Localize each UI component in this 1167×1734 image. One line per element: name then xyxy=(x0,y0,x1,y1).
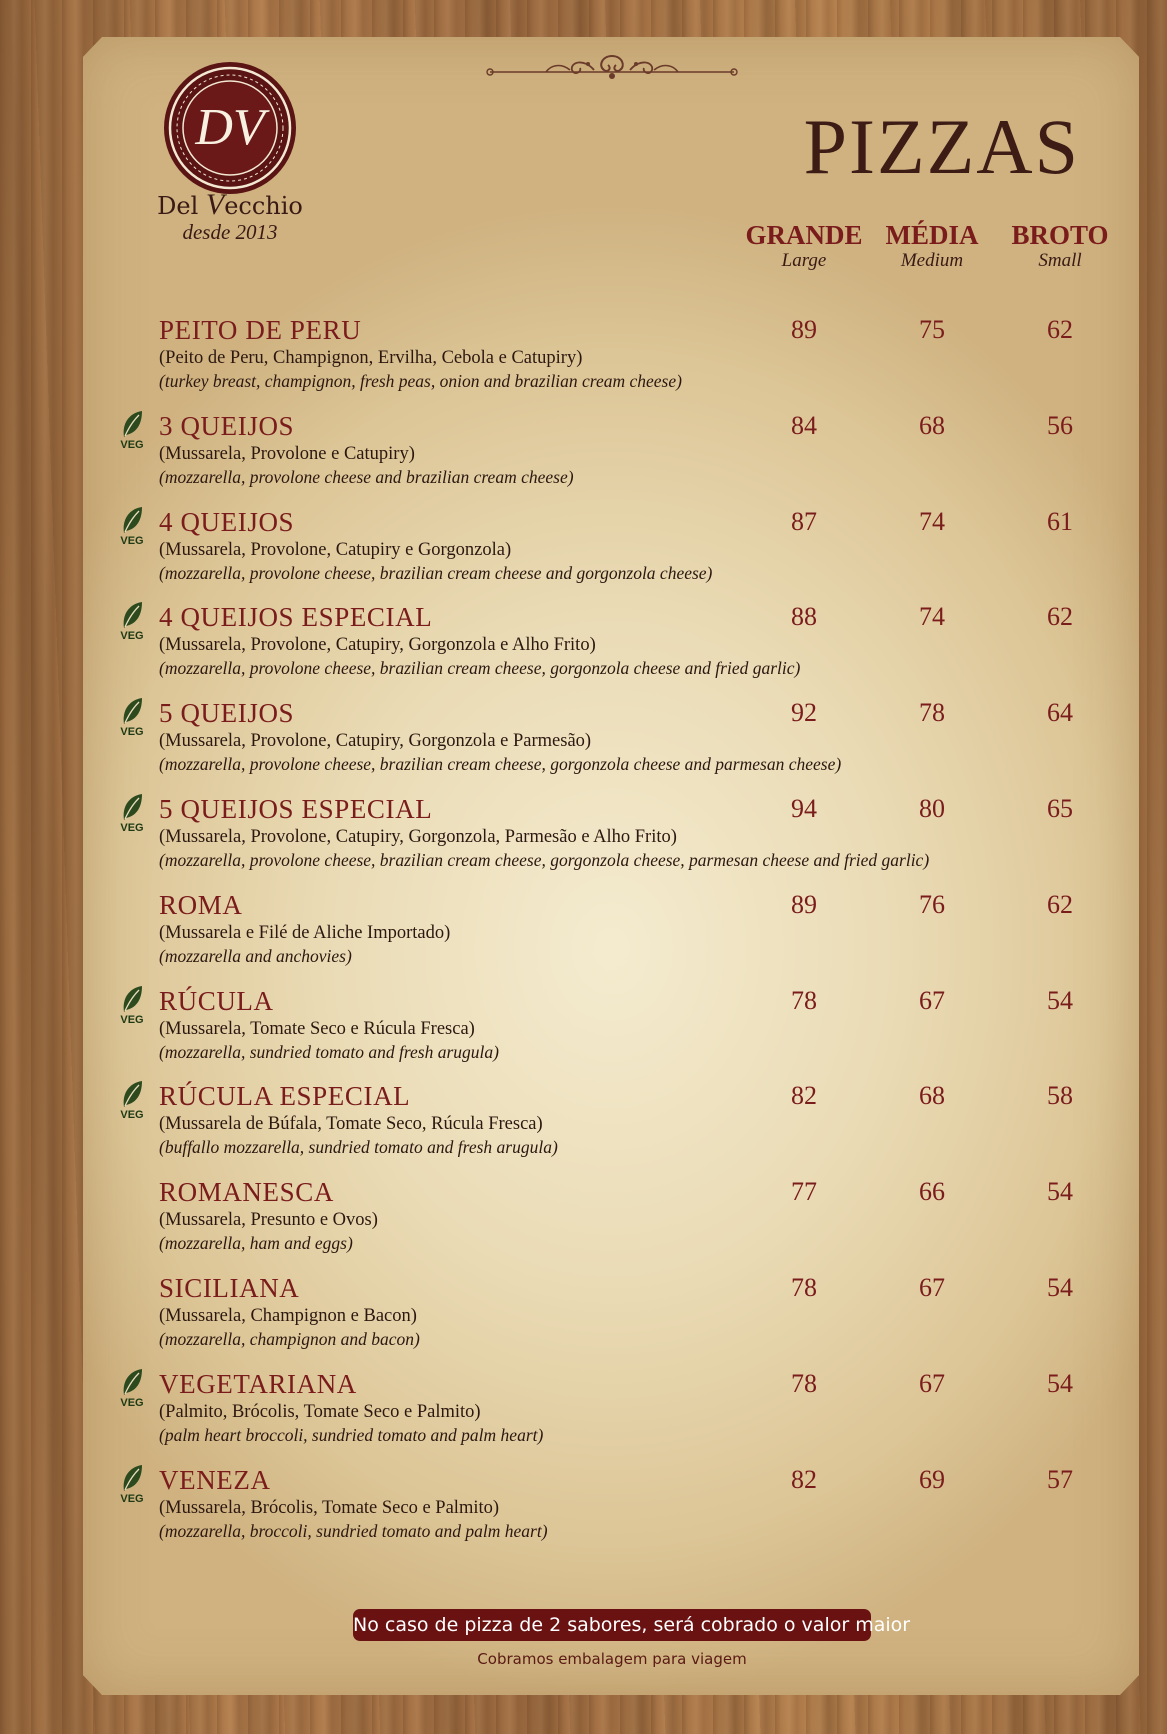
menu-item xyxy=(0,1371,1167,1461)
item-description: (Mussarela, Presunto e Ovos) xyxy=(159,1210,378,1230)
item-name: 3 QUEIJOS xyxy=(159,411,295,441)
veg-badge xyxy=(116,984,148,1030)
menu-item xyxy=(0,1275,1167,1365)
item-description-english: (buffallo mozzarella, sundried tomato and fresh arugula) xyxy=(159,1137,558,1157)
veg-label: VEG xyxy=(120,535,144,547)
item-description: (Mussarela de Búfala, Tomate Seco, Rúcula Fresca) xyxy=(159,1114,543,1134)
item-name: 5 QUEIJOS xyxy=(159,698,295,728)
item-description-english: (mozzarella, provolone cheese, brazilian cream cheese, gorgonzola cheese and parmesan cheese) xyxy=(159,754,842,774)
page-title: PIZZAS xyxy=(803,103,1080,190)
menu-item xyxy=(0,1179,1167,1269)
veg-badge xyxy=(116,1079,148,1125)
column-sublabel: Small xyxy=(1038,250,1082,271)
item-description-english: (palm heart broccoli, sundried tomato and palm heart) xyxy=(159,1425,544,1445)
veg-badge xyxy=(116,409,148,455)
leaf-icon xyxy=(120,1079,144,1109)
price-small: 58 xyxy=(1047,1081,1073,1110)
notice-banner: No caso de pizza de 2 sabores, será cobrado o valor maior xyxy=(353,1609,871,1641)
menu-item xyxy=(0,700,1167,790)
price-medium: 69 xyxy=(919,1465,945,1494)
menu-item xyxy=(0,413,1167,503)
leaf-icon xyxy=(120,1463,144,1493)
menu-item xyxy=(0,604,1167,694)
item-description-english: (turkey breast, champignon, fresh peas, onion and brazilian cream cheese) xyxy=(159,371,682,391)
brand-name xyxy=(140,190,320,220)
price-medium: 80 xyxy=(919,794,945,823)
leaf-icon xyxy=(120,792,144,822)
price-small: 54 xyxy=(1047,1369,1073,1398)
veg-badge xyxy=(116,600,148,646)
item-description: (Mussarela, Champignon e Bacon) xyxy=(159,1306,417,1326)
item-description: (Mussarela, Provolone, Catupiry, Gorgonzola e Parmesão) xyxy=(159,731,592,751)
price-large: 82 xyxy=(791,1081,817,1110)
menu-item xyxy=(0,892,1167,982)
item-description: (Mussarela, Provolone, Catupiry, Gorgonzola, Parmesão e Alho Frito) xyxy=(159,827,677,847)
item-description: (Peito de Peru, Champignon, Ervilha, Cebola e Catupiry) xyxy=(159,348,583,368)
price-large: 82 xyxy=(791,1465,817,1494)
price-small: 64 xyxy=(1047,698,1073,727)
price-small: 61 xyxy=(1047,507,1073,536)
column-sublabel: Medium xyxy=(900,250,964,271)
item-description-english: (mozzarella, champignon and bacon) xyxy=(159,1329,420,1349)
price-large: 89 xyxy=(791,315,817,344)
column-label: BROTO xyxy=(1011,220,1109,250)
price-medium: 66 xyxy=(919,1177,945,1206)
price-large: 84 xyxy=(791,411,817,440)
leaf-icon xyxy=(120,505,144,535)
item-description-english: (mozzarella, provolone cheese, brazilian cream cheese and gorgonzola cheese) xyxy=(159,563,713,583)
menu-item xyxy=(0,317,1167,407)
price-medium: 76 xyxy=(919,890,945,919)
veg-label: VEG xyxy=(120,1493,144,1505)
footnote: Cobramos embalagem para viagem xyxy=(477,1650,747,1668)
veg-label: VEG xyxy=(120,439,144,451)
column-label: MÉDIA xyxy=(885,220,979,250)
item-name: VENEZA xyxy=(159,1465,271,1495)
price-large: 78 xyxy=(791,986,817,1015)
price-large: 92 xyxy=(791,698,817,727)
veg-badge xyxy=(116,696,148,742)
veg-badge xyxy=(116,505,148,551)
price-large: 78 xyxy=(791,1369,817,1398)
price-medium: 75 xyxy=(919,315,945,344)
brand-name-rest: ecchio xyxy=(224,192,303,220)
item-name: ROMA xyxy=(159,890,243,920)
logo-monogram: DV xyxy=(195,99,265,156)
veg-badge xyxy=(116,792,148,838)
leaf-icon xyxy=(120,600,144,630)
brand-name-cursive: V xyxy=(205,188,225,221)
price-small: 54 xyxy=(1047,1273,1073,1302)
leaf-icon xyxy=(120,696,144,726)
item-description: (Palmito, Brócolis, Tomate Seco e Palmito) xyxy=(159,1402,481,1422)
item-description-english: (mozzarella and anchovies) xyxy=(159,946,352,966)
brand-name-prefix: Del xyxy=(157,192,206,220)
price-medium: 67 xyxy=(919,1273,945,1302)
menu-item xyxy=(0,1467,1167,1557)
price-medium: 67 xyxy=(919,1369,945,1398)
price-small: 54 xyxy=(1047,986,1073,1015)
price-large: 87 xyxy=(791,507,817,536)
veg-label: VEG xyxy=(120,1014,144,1026)
item-description-english: (mozzarella, sundried tomato and fresh arugula) xyxy=(159,1042,499,1062)
column-sublabel: Large xyxy=(781,250,827,271)
item-description: (Mussarela, Tomate Seco e Rúcula Fresca) xyxy=(159,1019,475,1039)
item-name: RÚCULA xyxy=(159,986,274,1016)
price-large: 78 xyxy=(791,1273,817,1302)
item-name: 5 QUEIJOS ESPECIAL xyxy=(159,794,433,824)
column-header-small xyxy=(980,222,1140,270)
item-description: (Mussarela e Filé de Aliche Importado) xyxy=(159,923,451,943)
price-large: 94 xyxy=(791,794,817,823)
menu-item xyxy=(0,1083,1167,1173)
veg-label: VEG xyxy=(120,726,144,738)
price-medium: 67 xyxy=(919,986,945,1015)
price-small: 62 xyxy=(1047,890,1073,919)
leaf-icon xyxy=(120,1367,144,1397)
item-description-english: (mozzarella, broccoli, sundried tomato and palm heart) xyxy=(159,1521,548,1541)
price-large: 77 xyxy=(791,1177,817,1206)
leaf-icon xyxy=(120,409,144,439)
brand-since: desde 2013 xyxy=(182,220,278,244)
item-name: ROMANESCA xyxy=(159,1177,334,1207)
price-large: 88 xyxy=(791,602,817,631)
item-description: (Mussarela, Provolone, Catupiry e Gorgonzola) xyxy=(159,540,512,560)
del-vecchio-logo xyxy=(162,60,298,196)
veg-label: VEG xyxy=(120,1109,144,1121)
ornament-divider-icon xyxy=(484,50,740,86)
item-name: 4 QUEIJOS ESPECIAL xyxy=(159,602,433,632)
veg-label: VEG xyxy=(120,1397,144,1409)
price-medium: 68 xyxy=(919,411,945,440)
price-small: 62 xyxy=(1047,602,1073,631)
item-name: SICILIANA xyxy=(159,1273,300,1303)
leaf-icon xyxy=(120,984,144,1014)
item-description: (Mussarela, Provolone, Catupiry, Gorgonzola e Alho Frito) xyxy=(159,635,596,655)
menu-item xyxy=(0,988,1167,1078)
veg-badge xyxy=(116,1367,148,1413)
item-name: RÚCULA ESPECIAL xyxy=(159,1081,411,1111)
price-small: 54 xyxy=(1047,1177,1073,1206)
veg-label: VEG xyxy=(120,630,144,642)
item-name: PEITO DE PERU xyxy=(159,315,362,345)
item-description: (Mussarela, Brócolis, Tomate Seco e Palmito) xyxy=(159,1498,500,1518)
price-small: 56 xyxy=(1047,411,1073,440)
price-medium: 78 xyxy=(919,698,945,727)
item-description-english: (mozzarella, provolone cheese and brazilian cream cheese) xyxy=(159,467,574,487)
price-large: 89 xyxy=(791,890,817,919)
price-medium: 74 xyxy=(919,507,945,536)
item-name: 4 QUEIJOS xyxy=(159,507,295,537)
item-description: (Mussarela, Provolone e Catupiry) xyxy=(159,444,415,464)
veg-label: VEG xyxy=(120,822,144,834)
item-description-english: (mozzarella, provolone cheese, brazilian cream cheese, gorgonzola cheese and fried garlic) xyxy=(159,658,801,678)
price-small: 57 xyxy=(1047,1465,1073,1494)
item-name: VEGETARIANA xyxy=(159,1369,357,1399)
menu-item xyxy=(0,509,1167,599)
price-medium: 68 xyxy=(919,1081,945,1110)
item-description-english: (mozzarella, ham and eggs) xyxy=(159,1233,353,1253)
price-medium: 74 xyxy=(919,602,945,631)
item-description-english: (mozzarella, provolone cheese, brazilian cream cheese, gorgonzola cheese, parmesan cheese and fried garlic) xyxy=(159,850,930,870)
menu-item xyxy=(0,796,1167,886)
price-small: 62 xyxy=(1047,315,1073,344)
price-small: 65 xyxy=(1047,794,1073,823)
veg-badge xyxy=(116,1463,148,1509)
column-label: GRANDE xyxy=(745,220,863,250)
